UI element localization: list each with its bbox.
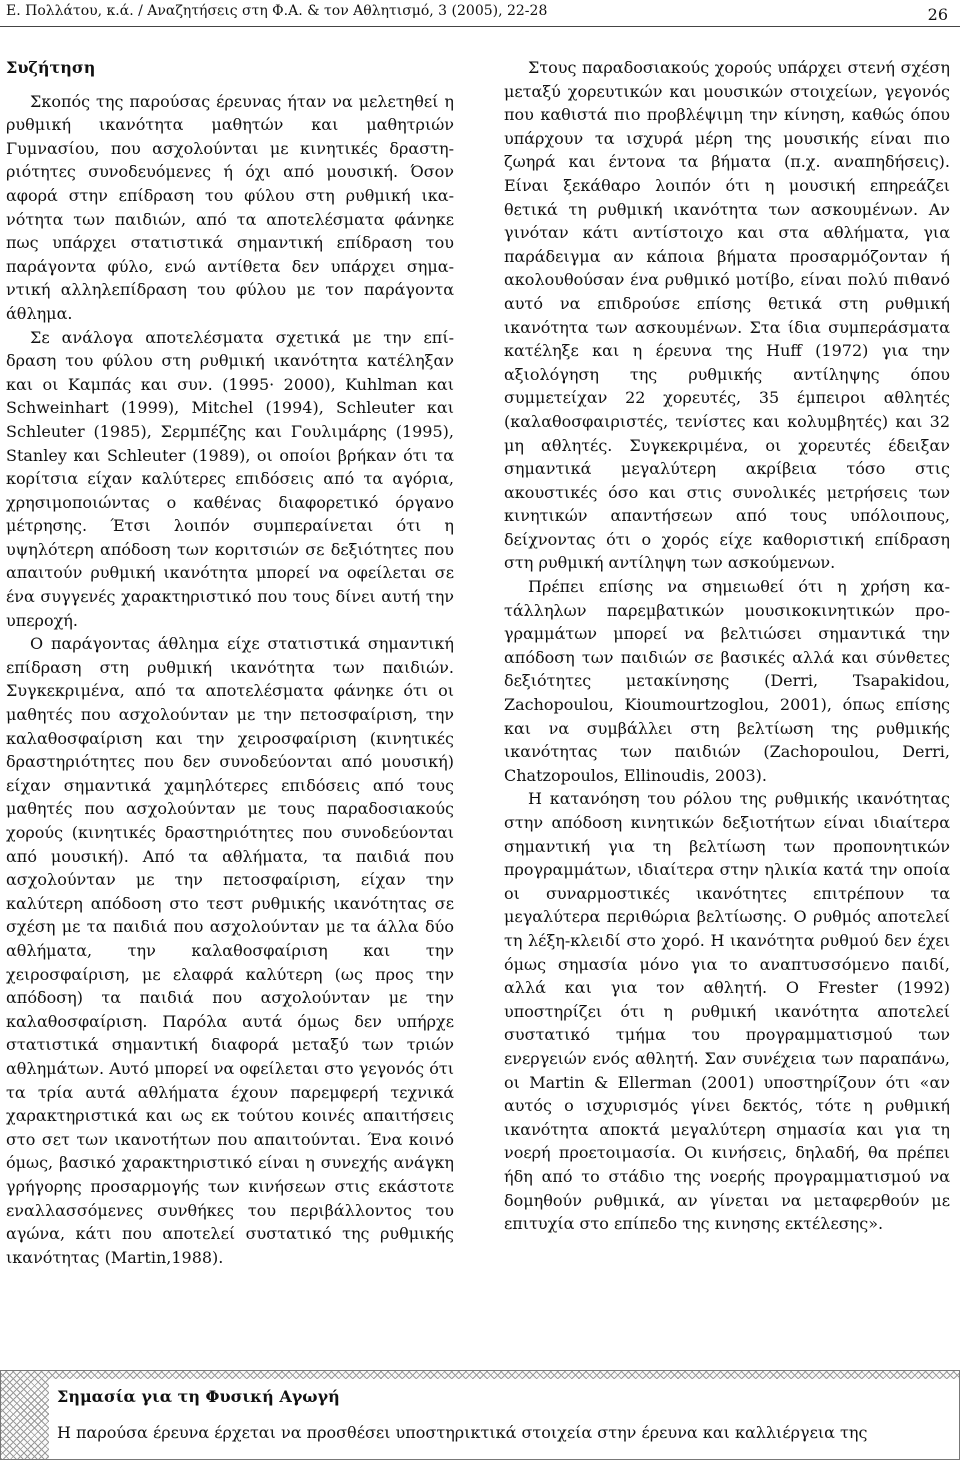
- left-paragraph-3: Ο παράγοντας άθλημα είχε στατιστικά σημαντική επίδραση στη ρυθμική ικανότητα των παιδιών. Συγκεκριμένα, από τα αποτελέσματα φάνηκε ότι οι μαθητές που ασχολούνταν με την πετοσφαίριση, την καλαθοσφαίριση και την χειροσφαίριση (κινητικές δραστηριότητες που δεν συνοδεύονται από μουσική) είχαν σημαντικά χαμηλότερες επιδόσεις από τους μαθητές που ασχολούνταν με τους παραδοσιακούς χορούς (κινητικές δραστηριότητες που συνοδεύονται από μουσική). Από τα αθλήματα, τα παιδιά που ασχολούνταν με την πετοσφαίριση, είχαν την καλύτερη απόδοση στο τεστ ρυθμικής ικανότητας σε σχέση με τα παιδιά που ασχολούνταν με τα άλλα δύο αθλήματα, την καλαθοσφαίριση και την χειροσφαίριση, με ελαφρά καλύτερη (ως προς την απόδοση) τα παιδιά που ασχολούνταν με την καλαθοσφαίριση. Παρόλα αυτά όμως δεν υπήρχε στατιστικά σημαντική διαφορά μεταξύ των τριών αθλημάτων. Αυτό μπορεί να οφείλεται στο γεγονός ότι τα τρία αυτά αθλήματα έχουν παρεμφερή τεχνικά χαρακτηριστικά και ως εκ τούτου κοινές απαιτήσεις στο σετ των ικανοτήτων που απαιτούνται. Ένα κοινό όμως, βασικό χαρακτηριστικό είναι η συνεχής ανάγκη γρήγορης προσαρμογής των κινήσεων στις εκάστοτε εναλλασσόμενες συνθήκες του περιβάλλοντος του αγώνα, κάτι που αποτελεί συστατικό της ρυθμικής ικανότητας (Martin,1988).: [6, 634, 454, 1267]
- running-header: [0, 0, 960, 27]
- right-paragraph-2: Πρέπει επίσης να σημειωθεί ότι η χρήση κατάλληλων παρεμβατικών μουσικοκινητικών προγραμμάτων μπορεί να βελτιώσει σημαντικά την απόδοση των παιδιών σε βασικές αλλά και σύνθετες δεξιότητες μετακίνησης (Derri, Tsapakidou, Zachopoulou, Kioumourtzoglou, 2001), όπως επίσης και να συμβάλλει στη βελτίωση της ρυθμικής ικανότητας των παιδιών (Zachopoulou, Derri, Chatzopoulos, Ellinoudis, 2003).: [504, 577, 950, 785]
- right-paragraph-3: Η κατανόηση του ρόλου της ρυθμικής ικανότητας στην απόδοση κινητικών δεξιοτήτων είναι ιδιαίτερα σημαντική για τη βελτίωση των προπονητικών προγραμμάτων, ιδιαίτερα στην ηλικία κατά την οποία οι συναρμοστικές ικανότητες επιτρέπουν τα μεγαλύτερα περιθώρια βελτίωσης. Ο ρυθμός αποτελεί τη λέξη-κλειδί στο χορό. Η ικανότητα ρυθμού δεν έχει όμως σημασία μόνο για το αναπτυσσόμενο παιδί, αλλά και για τον αθλητή. Ο Frester (1992) υποστηρίζει ότι η ρυθμική ικανότητα αποτελεί συστατικό τμήμα του προγραμματισμού των ενεργειών ενός αθλητή. Σαν συνέχεια των παραπάνω, οι Martin & Ellerman (2001) υποστηρίζουν ότι «αν αυτός ο ισχυρισμός γίνει δεκτός, τότε η ρυθμική ικανότητα αποκτά μεγαλύτερη σημασία και για τη νοερή προετοιμασία. Οι κινήσεις, δηλαδή, θα πρέπει ήδη από το στάδιο της νοερής προγραμματισμού να δομηθούν ρυθμικά, αν γίνεται να μεταφερθούν με επιτυχία στο επίπεδο της κινησης εκτέλεσης».: [504, 789, 950, 1234]
- implications-box-content: [49, 1379, 959, 1459]
- left-column: [6, 56, 454, 1269]
- right-column: [504, 56, 950, 1236]
- box-text: Η παρούσα έρευνα έρχεται να προσθέσει υποστηρικτικά στοιχεία στην έρευνα και καλλιέργεια της: [57, 1423, 868, 1442]
- page-number: 26: [927, 5, 948, 24]
- section-title: Συζήτηση: [6, 58, 96, 77]
- right-paragraph-1: Στους παραδοσιακούς χορούς υπάρχει στενή σχέση μεταξύ χορευτικών και μουσικών στοιχείων, γεγονός που καθιστά πιο προβλέψιμη την κίνηση, καθώς όπου υπάρχουν τα ισχυρά μέρη της μουσικής είναι πιο ζωηρά και έντονα τα βήματα (π.χ. αναπηδήσεις). Είναι ξεκάθαρο λοιπόν ότι η μουσική επηρεάζει θετικά τη ρυθμική ικανότητα των ασκουμένων. Αν γινόταν κάτι αντίστοιχο και στα αθλήματα, για παράδειγμα αν κάποια βήματα προσαρμόζονταν ή ακολουθούσαν ένα ρυθμικό μοτίβο, είναι πολύ πιθανό αυτό να επιδρούσε επίσης θετικά στη ρυθμική ικανότητα των ασκουμένων. Στα ίδια συμπεράσματα κατέληξε και η έρευνα της Huff (1972) για την αξιολόγηση της ρυθμικής αντίληψης όπου συμμετείχαν 22 χορευτές, 35 έμπειροι αθλητές (καλαθοσφαιριστές, τενίστες και κολυμβητές) και 32 μη αθλητές. Συγκεκριμένα, οι χορευτές έδειξαν σημαντικά μεγαλύτερη ακρίβεια τόσο στις ακουστικές όσο και στις συνολικές μετρήσεις των κινητικών απαντήσεων από τους υπόλοιπους, δείχνοντας ότι ο χορός είχε καθοριστική επίδραση στη ρυθμική αντίληψη των ασκούμενων.: [504, 58, 950, 573]
- running-title: Ε. Πολλάτου, κ.ά. / Αναζητήσεις στη Φ.Α. & τον Αθλητισμό, 3 (2005), 22-28: [6, 3, 548, 19]
- implications-box: [0, 1370, 960, 1460]
- left-paragraph-2: Σε ανάλογα αποτελέσματα σχετικά με την επίδραση του φύλου στη ρυθμική ικανότητα κατέληξαν και οι Καμπάς και συν. (1995· 2000), Kuhlman και Schweinhart (1999), Mitchel (1994), Schleuter και Schleuter (1985), Σερμπέζης και Γουλιμάρης (1995), Stanley και Schleuter (1989), οι οποίοι βρήκαν ότι τα κορίτσια είχαν καλύτερες επιδόσεις από τα αγόρια, χρησιμοποιώντας ο καθένας διαφορετικό όργανο μέτρησης. Έτσι λοιπόν συμπεραίνεται ότι η υψηλότερη απόδοση των κοριτσιών σε δεξιότητες που απαιτούν ρυθμική ικανότητα μπορεί να οφείλεται σε ένα συγγενές χαρακτηριστικό που τους δίνει αυτή την υπεροχή.: [6, 327, 454, 630]
- box-title: Σημασία για τη Φυσική Αγωγή: [57, 1387, 340, 1406]
- left-paragraph-1: Σκοπός της παρούσας έρευνας ήταν να μελετηθεί η ρυθμική ικανότητα μαθητών και μαθητριών Γυμνασίου, που ασχολούνται με κινητικές δραστηριότητες συνοδευόμενες ή όχι από μουσική. Όσον αφορά στην επίδραση του φύλου στη ρυθμική ικανότητα των παιδιών, από τα αποτελέσματα φάνηκε πως υπάρχει στατιστικά σημαντική επίδραση του παράγοντα φύλο, ενώ αντίθετα δεν υπάρχει σημαντική αλληλεπίδραση του φύλου με τον παράγοντα άθλημα.: [6, 91, 454, 323]
